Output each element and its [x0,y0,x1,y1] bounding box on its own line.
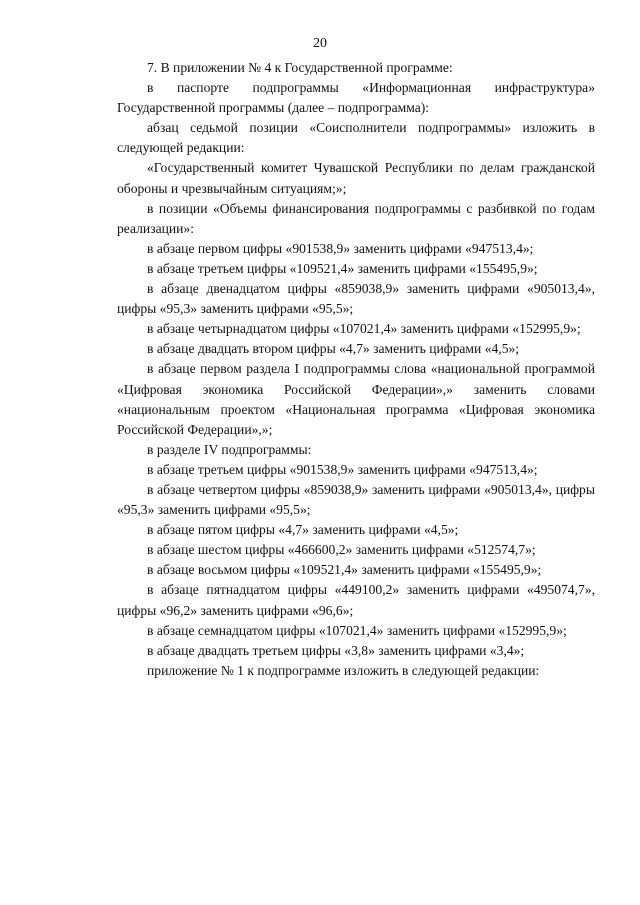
paragraph-section-7-heading: 7. В приложении № 4 к Государственной программе: [147,60,453,75]
paragraph-section-4-item-15: в абзаце пятнадцатом цифры «449100,2» заменить цифрами «495074,7», цифры «96,2» заменить цифрами «96,6»; [117,582,595,618]
page-number: 20 [313,36,327,51]
paragraph-committee-quote: «Государственный комитет Чувашской Республики по делам гражданской обороны и чрезвычайным ситуациям;»; [117,160,595,196]
paragraph-section-4-item-3: в абзаце третьем цифры «901538,9» заменить цифрами «947513,4»; [147,461,538,477]
paragraph-section-4-item-5: в абзаце пятом цифры «4,7» заменить цифрами «4,5»; [147,522,459,538]
paragraph-funding-12: в абзаце двенадцатом цифры «859038,9» заменить цифрами «905013,4», цифры «95,3» заменить цифрами «95,5»; [117,281,595,317]
paragraph-funding-14: в абзаце четырнадцатом цифры «107021,4» заменить цифрами «152995,9»; [147,321,581,337]
paragraph-section-1: в абзаце первом раздела I подпрограммы слова «национальной программой «Цифровая экономика Российской Федерации»,» заменить словами «национальным проектом «Национальная программа «Цифровая экономика Российской Федерации»,»; [117,361,595,437]
paragraph-section-4-item-4: в абзаце четвертом цифры «859038,9» заменить цифрами «905013,4», цифры «95,3» заменить цифрами «95,5»; [117,481,595,518]
paragraph-funding-position: в позиции «Объемы финансирования подпрограммы с разбивкой по годам реализации»: [117,200,595,236]
document-body [117,58,595,681]
paragraph-section-4-heading: в разделе IV подпрограммы: [147,441,312,457]
paragraph-section-4-item-17: в абзаце семнадцатом цифры «107021,4» заменить цифрами «152995,9»; [147,622,567,638]
paragraph-section-4-item-8: в абзаце восьмом цифры «109521,4» заменить цифрами «155495,9»; [147,562,542,578]
paragraph-appendix-1: приложение № 1 к подпрограмме изложить в следующей редакции: [147,662,540,678]
paragraph-funding-1: в абзаце первом цифры «901538,9» заменить цифрами «947513,4»; [147,240,534,256]
paragraph-passport: в паспорте подпрограммы «Информационная инфраструктура» Государственной программы (далее – подпрограмма): [117,80,595,116]
paragraph-section-4-item-23: в абзаце двадцать третьем цифры «3,8» заменить цифрами «3,4»; [147,642,525,658]
paragraph-funding-3: в абзаце третьем цифры «109521,4» заменить цифрами «155495,9»; [147,260,538,276]
paragraph-co-executors: абзац седьмой позиции «Соисполнители подпрограммы» изложить в следующей редакции: [117,120,595,156]
paragraph-funding-22: в абзаце двадцать втором цифры «4,7» заменить цифрами «4,5»; [147,341,520,357]
paragraph-section-4-item-6: в абзаце шестом цифры «466600,2» заменить цифрами «512574,7»; [147,542,536,558]
